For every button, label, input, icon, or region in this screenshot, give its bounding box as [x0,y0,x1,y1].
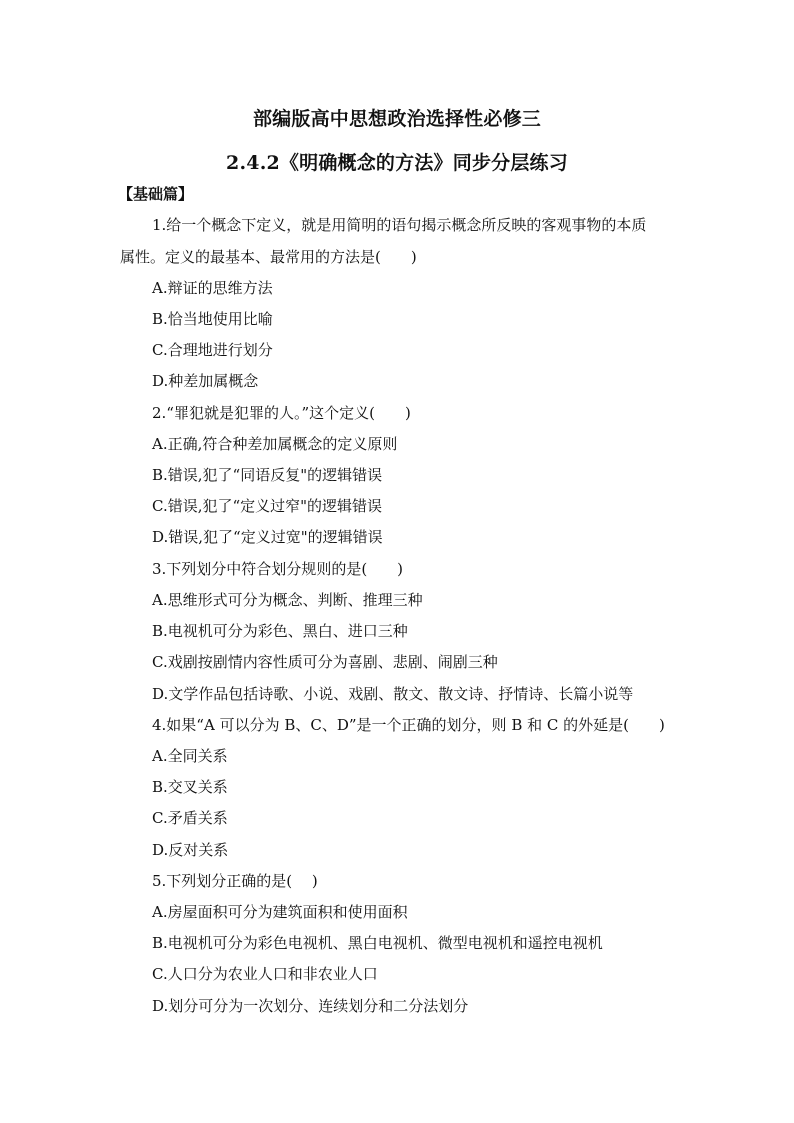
question-2-option-b: B.错误,犯了“同语反复"的逻辑错误 [152,466,383,484]
question-4-option-d: D.反对关系 [152,841,229,859]
document-title: 部编版高中思想政治选择性必修三 [252,108,541,130]
question-5-option-c: C.人口分为农业人口和非农业人口 [152,965,378,983]
question-1-option-c: C.合理地进行划分 [152,341,273,359]
question-5-option-d: D.划分可分为一次划分、连续划分和二分法划分 [152,997,469,1015]
question-1-option-a: A.辩证的思维方法 [152,279,273,297]
question-4-stem: 4.如果“A 可以分为 B、C、D”是一个正确的划分，则 B 和 C 的外延是( ) [152,716,665,734]
question-3-option-b: B.电视机可分为彩色、黑白、进口三种 [152,622,408,640]
question-3-option-c: C.戏剧按剧情内容性质可分为喜剧、悲剧、闹剧三种 [152,653,498,671]
question-5-option-a: A.房屋面积可分为建筑面积和使用面积 [152,903,408,921]
question-1-option-d: D.种差加属概念 [152,372,259,390]
question-5-stem: 5.下列划分正确的是( ) [152,872,318,890]
question-3-stem: 3.下列划分中符合划分规则的是( ) [152,560,404,578]
question-3-option-a: A.思维形式可分为概念、判断、推理三种 [152,591,423,609]
section-label: 【基础篇】 [118,185,194,203]
document-subtitle: 2.4.2《明确概念的方法》同步分层练习 [226,152,568,174]
question-2-option-c: C.错误,犯了“定义过窄"的逻辑错误 [152,497,383,515]
question-1-option-b: B.恰当地使用比喻 [152,310,273,328]
question-5-option-b: B.电视机可分为彩色电视机、黑白电视机、微型电视机和遥控电视机 [152,934,603,952]
question-2-option-d: D.错误,犯了“定义过宽"的逻辑错误 [152,528,383,546]
question-4-option-a: A.全同关系 [152,747,228,765]
question-2-option-a: A.正确,符合种差加属概念的定义原则 [152,435,398,453]
question-3-option-d: D.文学作品包括诗歌、小说、戏剧、散文、散文诗、抒情诗、长篇小说等 [152,685,634,703]
question-1-stem-line2: 属性。定义的最基本、最常用的方法是( ) [120,248,417,266]
question-2-stem: 2.“罪犯就是犯罪的人。”这个定义( ) [152,404,411,422]
question-4-option-b: B.交叉关系 [152,778,228,796]
question-4-option-c: C.矛盾关系 [152,809,228,827]
question-1-stem-line1: 1.给一个概念下定义，就是用简明的语句揭示概念所反映的客观事物的本质 [152,216,647,234]
